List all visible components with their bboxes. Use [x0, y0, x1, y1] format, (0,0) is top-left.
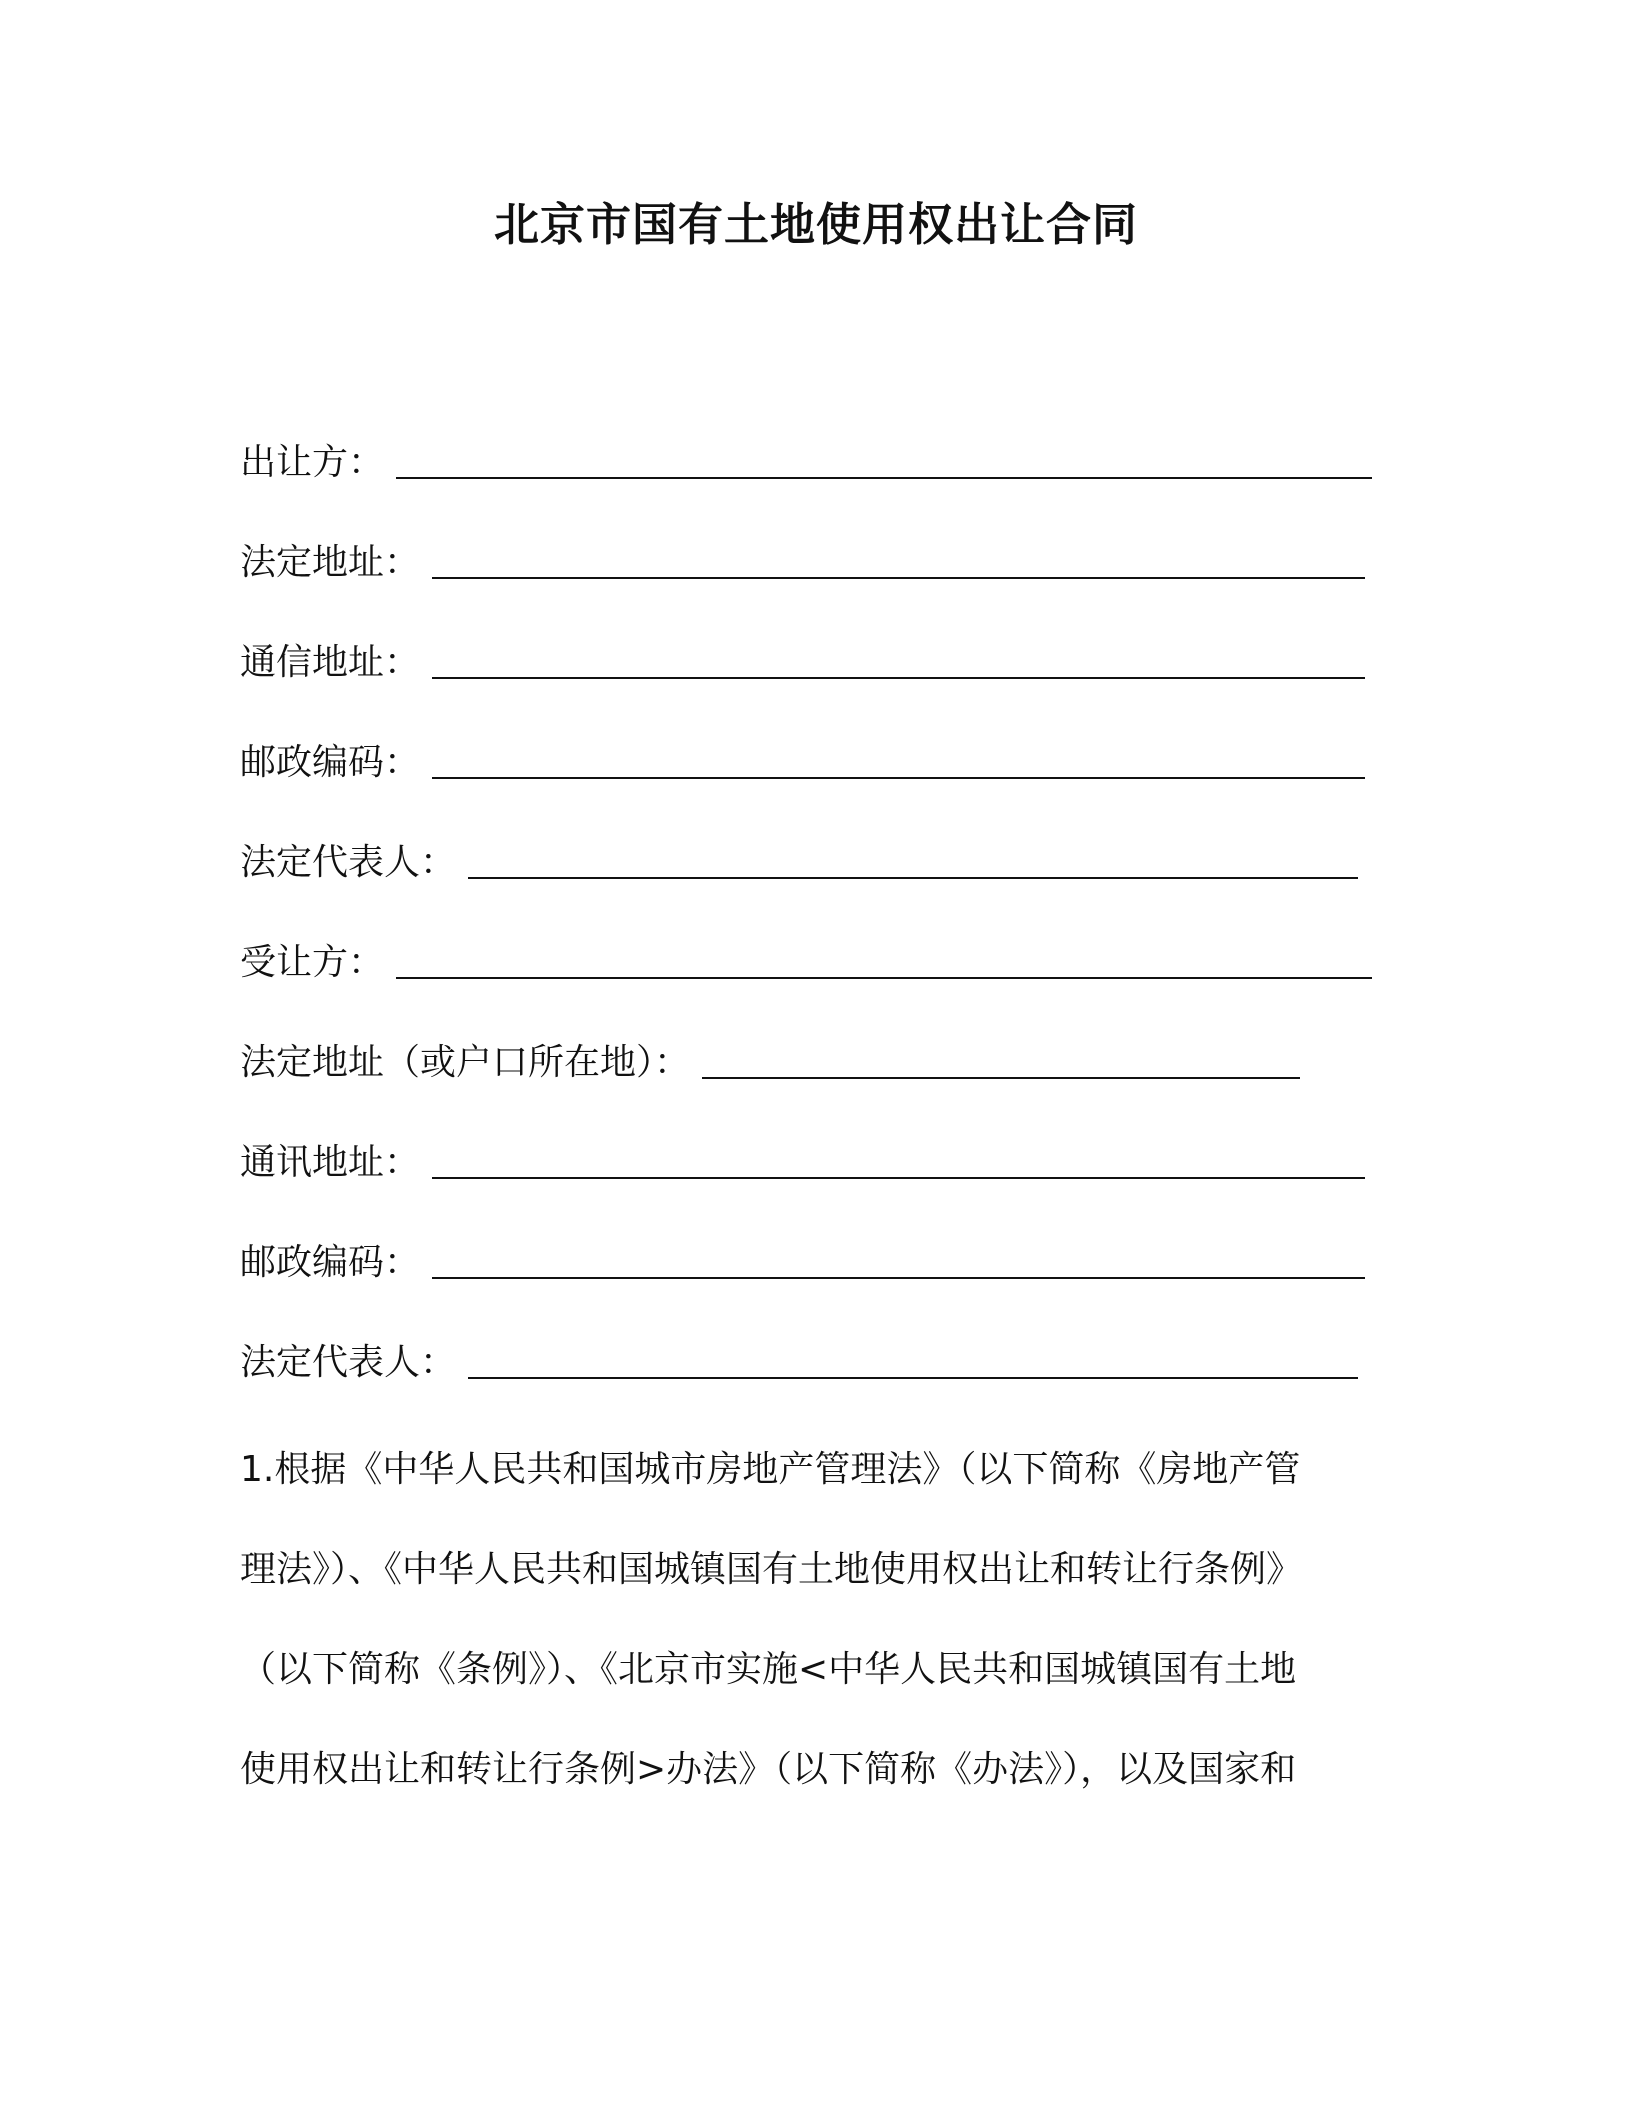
paragraph-line: 使用权出让和转让行条例>办法》（以下简称《办法》），以及国家和 — [240, 1749, 1297, 1790]
field-label: 通讯地址： — [240, 1142, 421, 1183]
fill-in-line[interactable] — [432, 1177, 1365, 1179]
paragraph-line: 1.根据《中华人民共和国城市房地产管理法》（以下简称《房地产管 — [240, 1449, 1301, 1490]
field-grantee-postal-code — [240, 1225, 1365, 1285]
paragraph-line: （以下简称《条例》）、《北京市实施<中华人民共和国城镇国有土地 — [240, 1649, 1297, 1690]
fill-in-line[interactable] — [432, 577, 1365, 579]
fill-in-line[interactable] — [432, 677, 1365, 679]
field-grantor-legal-representative — [240, 825, 1358, 885]
fill-in-line[interactable] — [432, 777, 1365, 779]
field-label: 法定地址（或户口所在地）： — [240, 1042, 691, 1083]
field-grantee-legal-representative — [240, 1325, 1358, 1385]
field-label: 法定代表人： — [240, 842, 457, 883]
fill-in-line[interactable] — [468, 877, 1358, 879]
field-label: 出让方： — [240, 442, 385, 483]
field-label: 受让方： — [240, 942, 385, 983]
fill-in-line[interactable] — [396, 477, 1372, 479]
clause-paragraph — [240, 1420, 1380, 1820]
paragraph-line: 理法》）、《中华人民共和国城镇国有土地使用权出让和转让行条例》 — [240, 1549, 1303, 1590]
field-label: 法定代表人： — [240, 1342, 457, 1383]
fill-in-line[interactable] — [432, 1277, 1365, 1279]
fill-in-line[interactable] — [702, 1077, 1300, 1079]
fill-in-line[interactable] — [468, 1377, 1358, 1379]
field-grantee-legal-address — [240, 1025, 1300, 1085]
field-label: 邮政编码： — [240, 1242, 421, 1283]
field-label: 法定地址： — [240, 542, 421, 583]
field-grantor — [240, 425, 1372, 485]
field-label: 邮政编码： — [240, 742, 421, 783]
field-grantor-legal-address — [240, 525, 1365, 585]
field-grantor-postal-code — [240, 725, 1365, 785]
field-grantee-mailing-address — [240, 1125, 1365, 1185]
fill-in-line[interactable] — [396, 977, 1372, 979]
document-title: 北京市国有土地使用权出让合同 — [493, 198, 1138, 251]
field-grantor-mailing-address — [240, 625, 1365, 685]
field-grantee — [240, 925, 1372, 985]
field-label: 通信地址： — [240, 642, 421, 683]
